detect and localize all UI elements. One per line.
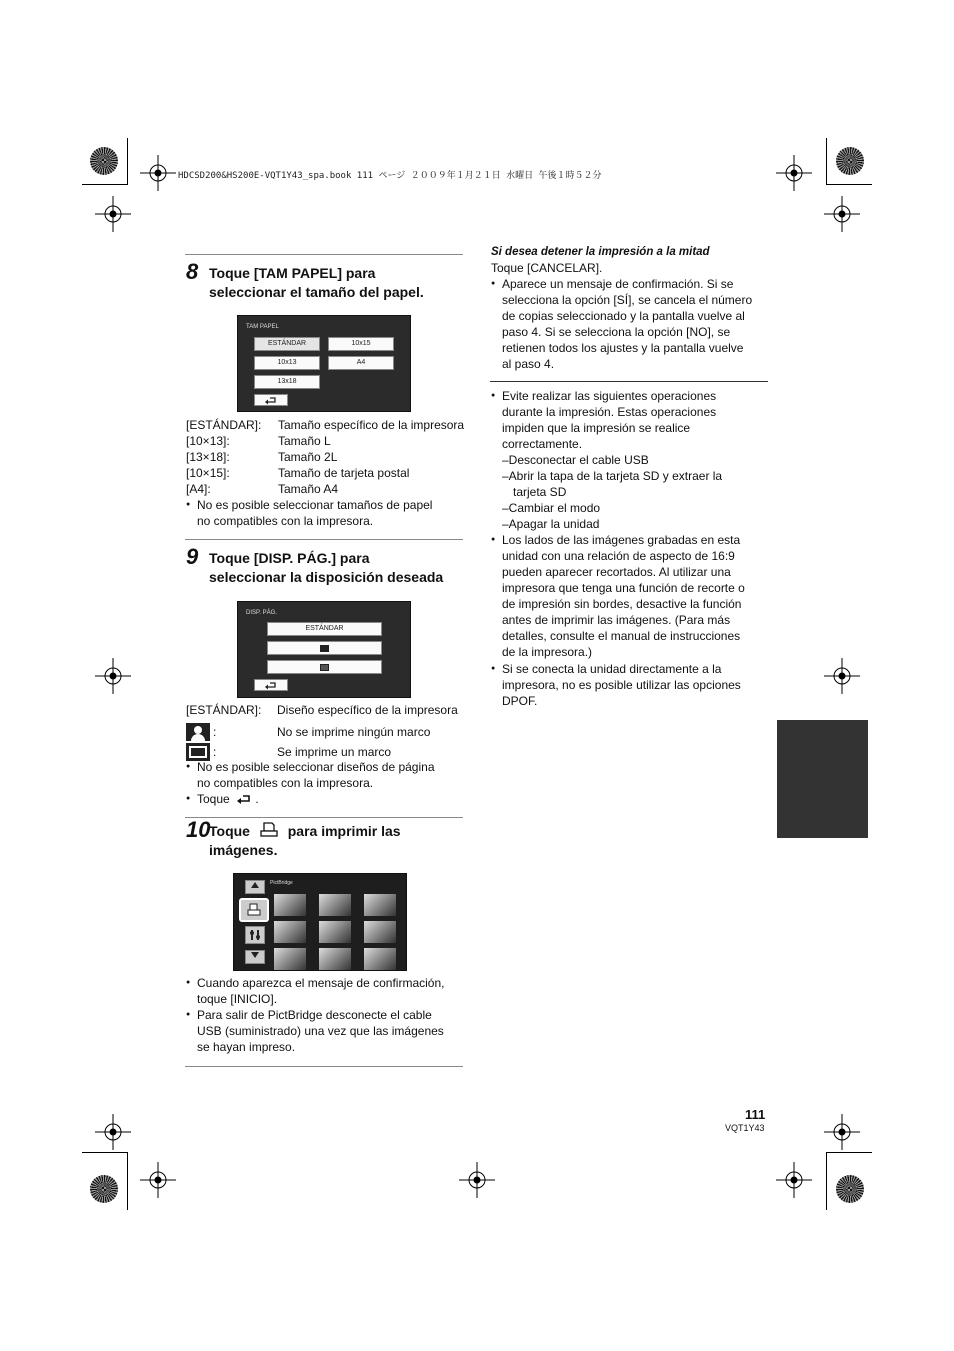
definition-row: : No se imprime ningún marco: [186, 722, 466, 742]
borderless-icon: [186, 723, 210, 741]
document-code: VQT1Y43: [725, 1123, 765, 1133]
screen-label: TAM PAPEL: [246, 324, 279, 330]
paper-size-definitions: [186, 417, 466, 497]
crop-mark: [826, 138, 827, 184]
return-button[interactable]: [254, 394, 288, 406]
definition-row: [ESTÁNDAR]: Tamaño específico de la impresora: [186, 418, 465, 432]
note: ● No es posible seleccionar diseños de página no compatibles con la impresora.: [197, 759, 467, 791]
crosshair-mark: [140, 1162, 176, 1198]
definition-row: : Se imprime un marco: [186, 742, 466, 762]
note: ● Toque .: [197, 791, 467, 807]
registration-rosette: [90, 147, 118, 175]
crosshair-mark: [824, 196, 860, 232]
crosshair-mark: [776, 155, 812, 191]
step-title: Toque [DISP. PÁG.] para seleccionar la disposición deseada: [209, 550, 444, 585]
settings-button[interactable]: [245, 926, 265, 944]
layout-estandar-button[interactable]: ESTÁNDAR: [267, 622, 382, 636]
image-thumbnail[interactable]: [364, 921, 396, 943]
scroll-up-button[interactable]: [245, 880, 265, 894]
note: ● Los lados de las imágenes grabadas en esta unidad con una relación de aspecto de 16:9 pueden aparecer recortados. Al utilizar una impresora que tenga una función de recorte o de impresión sin bordes, desactive la función antes de imprimir las imágenes. (Para más detalles, consulte el manual de instrucciones de la impresora.): [502, 532, 772, 660]
section-side-tab: [777, 720, 868, 838]
print-button[interactable]: [239, 898, 269, 922]
crosshair-mark: [95, 1114, 131, 1150]
scroll-down-button[interactable]: [245, 950, 265, 964]
definition-row: [10×15]: Tamaño de tarjeta postal: [186, 466, 410, 480]
borderless-icon: [320, 645, 329, 652]
image-thumbnail[interactable]: [319, 948, 351, 970]
crop-mark: [826, 1152, 827, 1210]
registration-rosette: [836, 1175, 864, 1203]
print-icon: [259, 822, 279, 838]
divider: [185, 1066, 463, 1067]
framed-icon: [320, 664, 329, 671]
return-icon: [236, 793, 252, 805]
print-icon: [246, 903, 262, 917]
layout-borderless-button[interactable]: [267, 641, 382, 655]
image-thumbnail[interactable]: [319, 894, 351, 916]
option-a4-button[interactable]: A4: [328, 356, 394, 370]
note: ● No es posible seleccionar tamaños de papel no compatibles con la impresora.: [197, 497, 467, 529]
crosshair-mark: [776, 1162, 812, 1198]
image-thumbnail[interactable]: [274, 894, 306, 916]
crosshair-mark: [95, 196, 131, 232]
paragraph: Toque [CANCELAR].: [491, 261, 603, 275]
crosshair-mark: [95, 658, 131, 694]
crosshair-mark: [824, 1114, 860, 1150]
definition-row: [ESTÁNDAR]: Diseño específico de la impresora: [186, 703, 458, 717]
screen-label: PictBridge: [270, 880, 293, 886]
definition-row: [13×18]: Tamaño 2L: [186, 450, 338, 464]
option-10x13-button[interactable]: 10x13: [254, 356, 320, 370]
image-thumbnail[interactable]: [364, 948, 396, 970]
image-thumbnail[interactable]: [319, 921, 351, 943]
step-number: 8: [186, 259, 199, 284]
layout-definitions: [186, 702, 466, 762]
registration-rosette: [836, 147, 864, 175]
image-thumbnail[interactable]: [364, 894, 396, 916]
return-button[interactable]: [254, 679, 288, 691]
note: ● Aparece un mensaje de confirmación. Si se selecciona la opción [SÍ], se cancela el número de copias seleccionado y la pantalla vuelve al paso 4. Si se selecciona la opción [NO], se retienen todos los ajustes y la pantalla vuelve al paso 4.: [502, 276, 772, 372]
crosshair-mark: [824, 658, 860, 694]
return-icon: [264, 396, 278, 405]
dash-list: –Desconectar el cable USB –Abrir la tapa de la tarjeta SD y extraer la tarjeta SD –Cambiar el modo –Apagar la unidad: [502, 453, 723, 531]
note: ● Cuando aparezca el mensaje de confirmación, toque [INICIO].: [197, 975, 467, 1007]
crop-mark: [82, 1152, 128, 1153]
step-number: 9: [186, 544, 199, 569]
screen-label: DISP. PÁG.: [246, 610, 277, 616]
tools-icon: [249, 929, 261, 941]
crop-mark: [826, 184, 872, 185]
divider: [185, 817, 463, 818]
option-13x18-button[interactable]: 13x18: [254, 375, 320, 389]
image-thumbnail[interactable]: [274, 948, 306, 970]
return-icon: [264, 681, 278, 690]
option-estandar-button[interactable]: ESTÁNDAR: [254, 337, 320, 351]
crop-mark: [127, 138, 128, 184]
divider: [490, 381, 768, 382]
note: ● Para salir de PictBridge desconecte el cable USB (suministrado) una vez que las imágenes se hayan impreso.: [197, 1007, 467, 1055]
note: ● Evite realizar las siguientes operaciones durante la impresión. Estas operaciones impiden que la impresión se realice correctamente.: [502, 388, 772, 452]
divider: [185, 254, 463, 255]
paper-size-screen: [237, 315, 411, 412]
registration-rosette: [90, 1175, 118, 1203]
step-title: Toque para imprimir las imágenes.: [209, 823, 401, 858]
subheading: Si desea detener la impresión a la mitad: [491, 246, 710, 258]
image-thumbnail[interactable]: [274, 921, 306, 943]
crop-mark: [82, 184, 128, 185]
print-header: HDCSD200&HS200E-VQT1Y43_spa.book 111 ページ ２００９年１月２１日 水曜日 午後１時５２分: [178, 171, 602, 181]
pictbridge-screen: [233, 873, 407, 971]
option-10x15-button[interactable]: 10x15: [328, 337, 394, 351]
divider: [185, 539, 463, 540]
page-layout-screen: [237, 601, 411, 698]
layout-framed-button[interactable]: [267, 660, 382, 674]
up-arrow-icon: [250, 881, 260, 889]
crosshair-mark: [459, 1162, 495, 1198]
crosshair-mark: [140, 155, 176, 191]
crop-mark: [127, 1152, 128, 1210]
down-arrow-icon: [250, 951, 260, 959]
page-number: 111: [745, 1107, 766, 1122]
step-title: Toque [TAM PAPEL] para seleccionar el tamaño del papel.: [209, 265, 424, 300]
note: ● Si se conecta la unidad directamente a la impresora, no es posible utilizar las opciones DPOF.: [502, 661, 772, 709]
definition-row: [A4]: Tamaño A4: [186, 482, 339, 496]
step-number: 10: [186, 817, 211, 842]
crop-mark: [826, 1152, 872, 1153]
definition-row: [10×13]: Tamaño L: [186, 434, 331, 448]
